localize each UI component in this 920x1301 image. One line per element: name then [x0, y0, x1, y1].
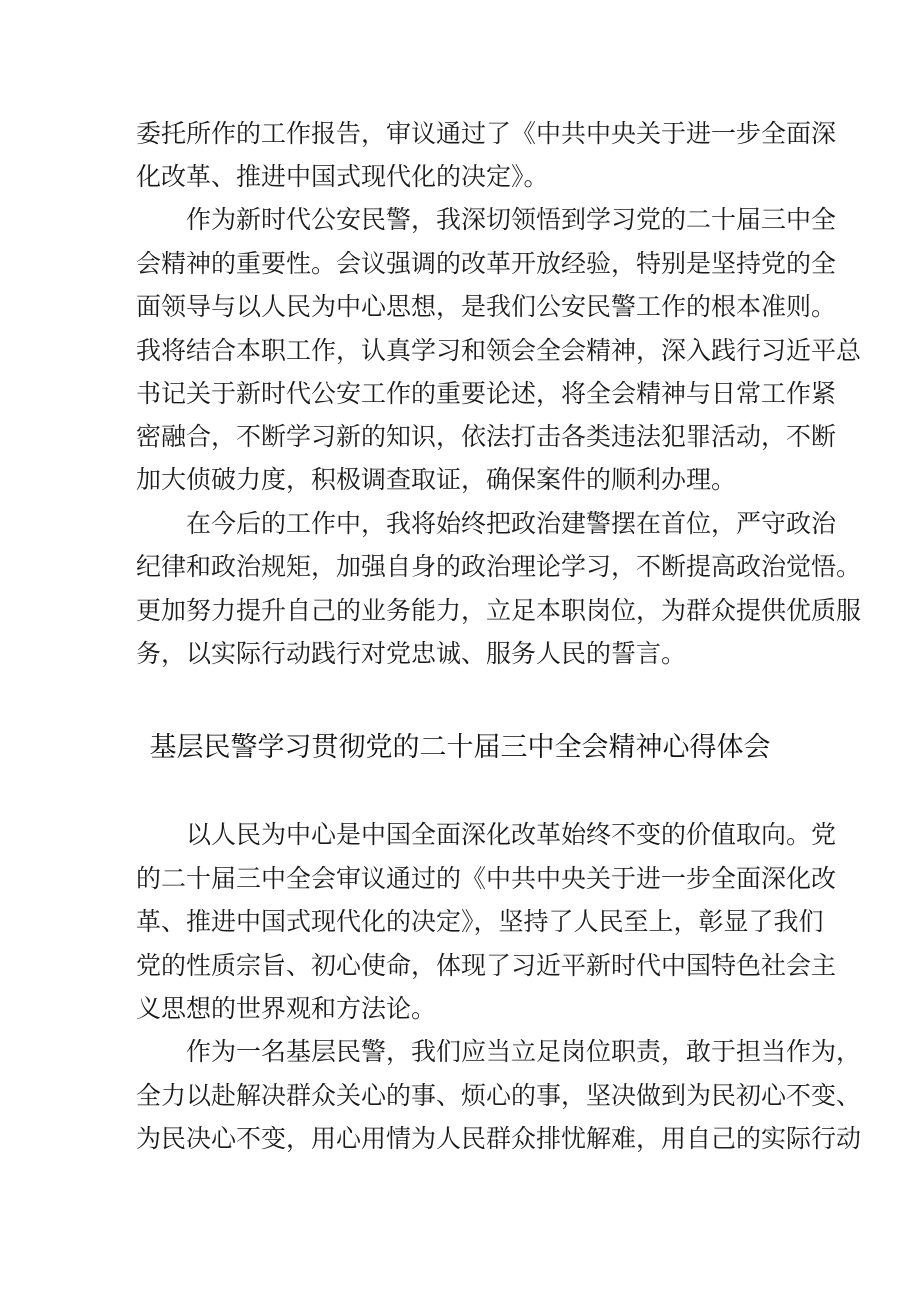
text-line: 书记关于新时代公安工作的重要论述，将全会精神与日常工作紧	[136, 379, 837, 408]
text-line: 作为新时代公安民警，我深切领悟到学习党的二十届三中全	[186, 205, 837, 234]
text-line: 为民决心不变，用心用情为人民群众排忧解难，用自己的实际行动	[136, 1124, 862, 1153]
text-line: 化改革、推进中国式现代化的决定》。	[136, 162, 549, 191]
text-line: 加大侦破力度，积极调查取证，确保案件的顺利办理。	[136, 465, 737, 494]
text-line: 密融合，不断学习新的知识，依法打击各类违法犯罪活动，不断	[136, 422, 837, 451]
text-line: 作为一名基层民警，我们应当立足岗位职责，敢于担当作为，	[186, 1037, 862, 1066]
text-line: 委托所作的工作报告，审议通过了《中共中央关于进一步全面深	[136, 119, 837, 148]
text-line: 务，以实际行动践行对党忠诚、服务人民的誓言。	[136, 639, 687, 668]
text-line: 革、推进中国式现代化的决定》，坚持了人民至上，彰显了我们	[136, 907, 824, 936]
text-line: 面领导与以人民为中心思想，是我们公安民警工作的根本准则。	[136, 292, 837, 321]
text-line: 党的性质宗旨、初心使命，体现了习近平新时代中国特色社会主	[136, 951, 837, 980]
text-line: 会精神的重要性。会议强调的改革开放经验，特别是坚持党的全	[136, 249, 837, 278]
text-line: 的二十届三中全会审议通过的《中共中央关于进一步全面深化改	[136, 864, 837, 893]
text-line: 更加努力提升自己的业务能力，立足本职岗位，为群众提供优质服	[136, 596, 862, 625]
text-line: 全力以赴解决群众关心的事、烦心的事，坚决做到为民初心不变、	[136, 1081, 862, 1110]
text-line: 义思想的世界观和方法论。	[136, 994, 437, 1023]
section-heading: 基层民警学习贯彻党的二十届三中全会精神心得体会	[149, 732, 771, 763]
text-line: 以人民为中心是中国全面深化改革始终不变的价值取向。党	[186, 820, 837, 849]
text-line: 纪律和政治规矩，加强自身的政治理论学习，不断提高政治觉悟。	[136, 552, 862, 581]
text-line: 我将结合本职工作，认真学习和领会全会精神，深入践行习近平总	[136, 336, 862, 365]
text-line: 在今后的工作中，我将始终把政治建警摆在首位，严守政治	[186, 509, 837, 538]
